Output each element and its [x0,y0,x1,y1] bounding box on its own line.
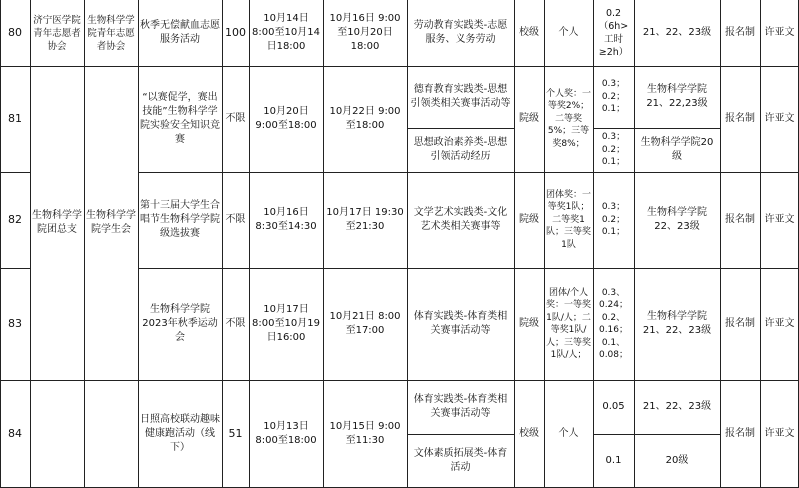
target-grade-cell: 生物科学学院21、22,23级 [646,84,708,109]
score-cell: 0.3；0.2；0.1； [601,202,626,238]
category-cell: 德育教育实践类-思想引领类相关赛事活动等 [410,84,511,109]
contact-cell: 许亚文 [764,27,795,38]
limit-cell: 100 [225,26,246,39]
method-cell: 报名制 [725,318,755,329]
category-cell: 文体素质拓展类-体育活动 [413,448,508,473]
method-cell: 报名制 [725,214,755,225]
target-grade-cell: 生物科学学院22、23级 [647,207,707,232]
contact-cell: 许亚文 [764,214,795,225]
target-grade-cell: 生物科学学院20级 [640,137,714,162]
award-form-cell: 团体/个人奖：一等奖1队/人；二等奖1队/人；三等奖1队/人； [546,287,592,360]
activity-time-cell: 10月17日 19:30至21:30 [326,207,404,232]
award-form-cell: 个人奖：一等奖2%；二等奖5%；三等奖8%； [546,88,592,149]
signup-time-cell: 10月17日 8:00至10月19日16:00 [252,304,320,343]
contact-cell: 许亚文 [764,428,795,439]
activity-time-cell: 10月22日 9:00至18:00 [329,106,401,131]
score-cell: 0.3、0.24；0.2、0.16；0.1、0.08； [598,287,629,360]
contact-cell: 许亚文 [764,113,795,124]
award-form-cell: 个人 [558,428,579,439]
level-cell: 院级 [519,113,539,124]
signup-time-cell: 10月14日 8:00至10月14日18:00 [252,13,320,52]
row-number: 80 [8,26,22,39]
activity-name-cell: 秋季无偿献血志愿服务活动 [140,20,220,45]
limit-cell: 不限 [225,214,246,225]
activity-time-cell: 10月21日 8:00至17:00 [329,311,401,336]
activity-time-cell: 10月15日 9:00至11:30 [329,421,401,446]
level-cell: 院级 [519,318,539,329]
method-cell: 报名制 [725,428,755,439]
score-cell: 0.1 [605,455,622,466]
target-grade-cell: 21、22、23级 [642,401,712,412]
category-cell: 文学艺术实践类-文化艺术类相关赛事等 [413,207,508,232]
signup-time-cell: 10月13日 8:00至18:00 [255,421,317,446]
host-unit-cell: 生物科学学院团总支 [32,210,82,235]
target-grade-cell: 生物科学学院21、22、23级 [642,311,712,336]
row-number: 84 [8,427,22,440]
category-cell: 体育实践类-体育类相关赛事活动等 [413,311,508,336]
method-cell: 报名制 [725,27,755,38]
score-cell: 0.2（6h>工时≥2h） [598,8,629,58]
contact-cell: 许亚文 [764,318,795,329]
activity-name-cell: 日照高校联动趣味健康跑活动（线下） [140,414,220,453]
category-cell: 体育实践类-体育类相关赛事活动等 [413,394,508,419]
category-cell: 思想政治素养类-思想引领活动经历 [413,137,508,162]
target-grade-cell: 20级 [665,455,689,466]
method-cell: 报名制 [725,113,755,124]
organizer-cell: 生物科学学院青年志愿者协会 [87,14,135,52]
activity-name-cell: 生物科学学院2023年秋季运动会 [142,304,218,343]
host-unit-cell [30,380,84,488]
level-cell: 校级 [519,27,539,38]
organizer-cell: 生物科学学院学生会 [86,210,136,235]
organizer-cell [84,380,138,488]
score-cell: 0.05 [602,401,625,412]
limit-cell: 不限 [225,113,246,124]
activity-name-cell: 第十三届大学生合唱节生物科学学院级选拔赛 [140,200,220,239]
target-grade-cell: 21、22、23级 [642,27,712,38]
activity-time-cell: 10月16日 9:00至10月20日 18:00 [329,13,401,52]
signup-time-cell: 10月20日 9:00至18:00 [255,106,317,131]
row-number: 83 [8,317,22,330]
row-number: 81 [8,112,22,125]
host-unit-cell: 济宁医学院青年志愿者协会 [33,14,81,52]
signup-time-cell: 10月16日 8:30至14:30 [255,207,317,232]
level-cell: 校级 [519,428,539,439]
limit-cell: 51 [228,427,243,440]
score-cell: 0.3；0.2；0.1； [601,132,626,168]
award-form-cell: 个人 [558,27,579,38]
score-cell: 0.3；0.2；0.1； [601,79,626,115]
activity-name-cell: “以赛促学，赛出技能”生物科学学院实验安全知识竞赛 [140,92,220,145]
award-form-cell: 团体奖：一等奖1队；二等奖1队；三等奖1队 [546,189,592,250]
category-cell: 劳动教育实践类-志愿服务、义务劳动 [413,20,508,45]
limit-cell: 不限 [225,318,246,329]
level-cell: 院级 [519,214,539,225]
row-number: 82 [8,213,22,226]
